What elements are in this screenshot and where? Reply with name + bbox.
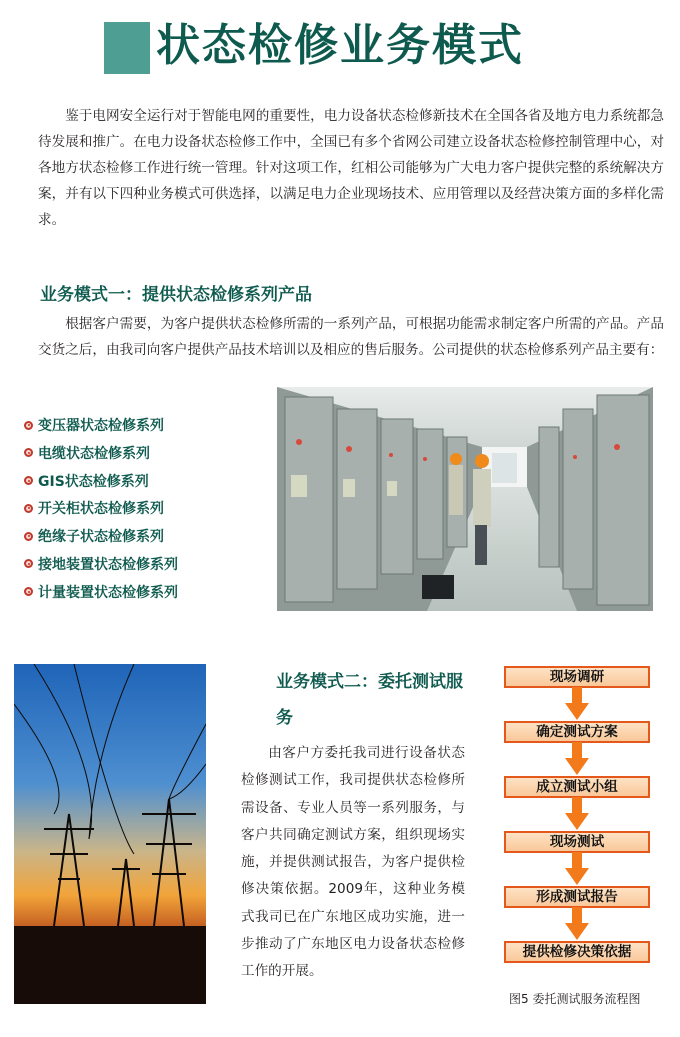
bullet-icon bbox=[24, 587, 33, 596]
list-item bbox=[24, 580, 178, 608]
product-label: 开关柜状态检修系列 bbox=[38, 501, 164, 518]
down-arrow-icon bbox=[565, 687, 589, 720]
flow-step: 现场调研 bbox=[504, 666, 650, 688]
list-item bbox=[24, 524, 178, 552]
bullet-icon bbox=[24, 559, 33, 568]
bullet-icon bbox=[24, 504, 33, 513]
list-item bbox=[24, 552, 178, 580]
down-arrow-icon bbox=[565, 907, 589, 940]
product-label: 电缆状态检修系列 bbox=[38, 445, 150, 462]
down-arrow-icon bbox=[565, 852, 589, 885]
bullet-icon bbox=[24, 476, 33, 485]
mode1-heading: 业务模式一：提供状态检修系列产品 bbox=[40, 285, 312, 305]
title-decor-block bbox=[104, 22, 150, 74]
product-label: 绝缘子状态检修系列 bbox=[38, 529, 164, 546]
switchgear-room-photo bbox=[277, 387, 653, 611]
flow-step: 成立测试小组 bbox=[504, 776, 650, 798]
flow-step: 形成测试报告 bbox=[504, 886, 650, 908]
flow-step: 提供检修决策依据 bbox=[504, 941, 650, 963]
product-label: GIS状态检修系列 bbox=[38, 473, 149, 490]
flow-step: 确定测试方案 bbox=[504, 721, 650, 743]
product-list bbox=[24, 413, 178, 608]
mode1-paragraph: 根据客户需要，为客户提供状态检修所需的一系列产品，可根据功能需求制定客户所需的产品。产品交货之后，由我司向客户提供产品技术培训以及相应的售后服务。公司提供的状态检修系列产品主要有： bbox=[38, 316, 664, 358]
flowchart-caption: 图5 委托测试服务流程图 bbox=[509, 992, 641, 1006]
product-label: 计量装置状态检修系列 bbox=[38, 584, 178, 601]
bullet-icon bbox=[24, 532, 33, 541]
down-arrow-icon bbox=[565, 742, 589, 775]
intro-paragraph: 鉴于电网安全运行对于智能电网的重要性，电力设备状态检修新技术在全国各省及地方电力系统都急待发展和推广。在电力设备状态检修工作中，全国已有多个省网公司建立设备状态检修控制管理中心，对各地方状态检修工作进行统一管理。针对这项工作，红相公司能够为广大电力客户提供完整的系统解决方案，并有以下四种业务模式可供选择，以满足电力企业现场技术、应用管理以及经营决策方面的多样化需求。 bbox=[38, 108, 664, 228]
bullet-icon bbox=[24, 448, 33, 457]
list-item bbox=[24, 496, 178, 524]
product-label: 变压器状态检修系列 bbox=[38, 418, 164, 434]
list-item bbox=[24, 469, 178, 497]
product-label: 接地装置状态检修系列 bbox=[38, 556, 178, 573]
bullet-icon bbox=[24, 421, 33, 430]
list-item bbox=[24, 441, 178, 469]
list-item bbox=[24, 413, 178, 441]
page-title: 状态检修业务模式 bbox=[156, 20, 524, 71]
mode2-paragraph: 由客户方委托我司进行设备状态检修测试工作，我司提供状态检修所需设备、专业人员等一系列服务，与客户共同确定测试方案，组织现场实施，并提供测试报告，为客户提供检修决策依据。2009年，这种业务模式我司已在广东地区成功实施，进一步推动了广东地区电力设备状态检修工作的开展。 bbox=[241, 745, 465, 980]
flow-step: 现场测试 bbox=[504, 831, 650, 853]
mode2-heading: 业务模式二：委托测试服务 bbox=[276, 672, 463, 728]
down-arrow-icon bbox=[565, 797, 589, 830]
power-line-sunset-photo bbox=[14, 664, 206, 1004]
